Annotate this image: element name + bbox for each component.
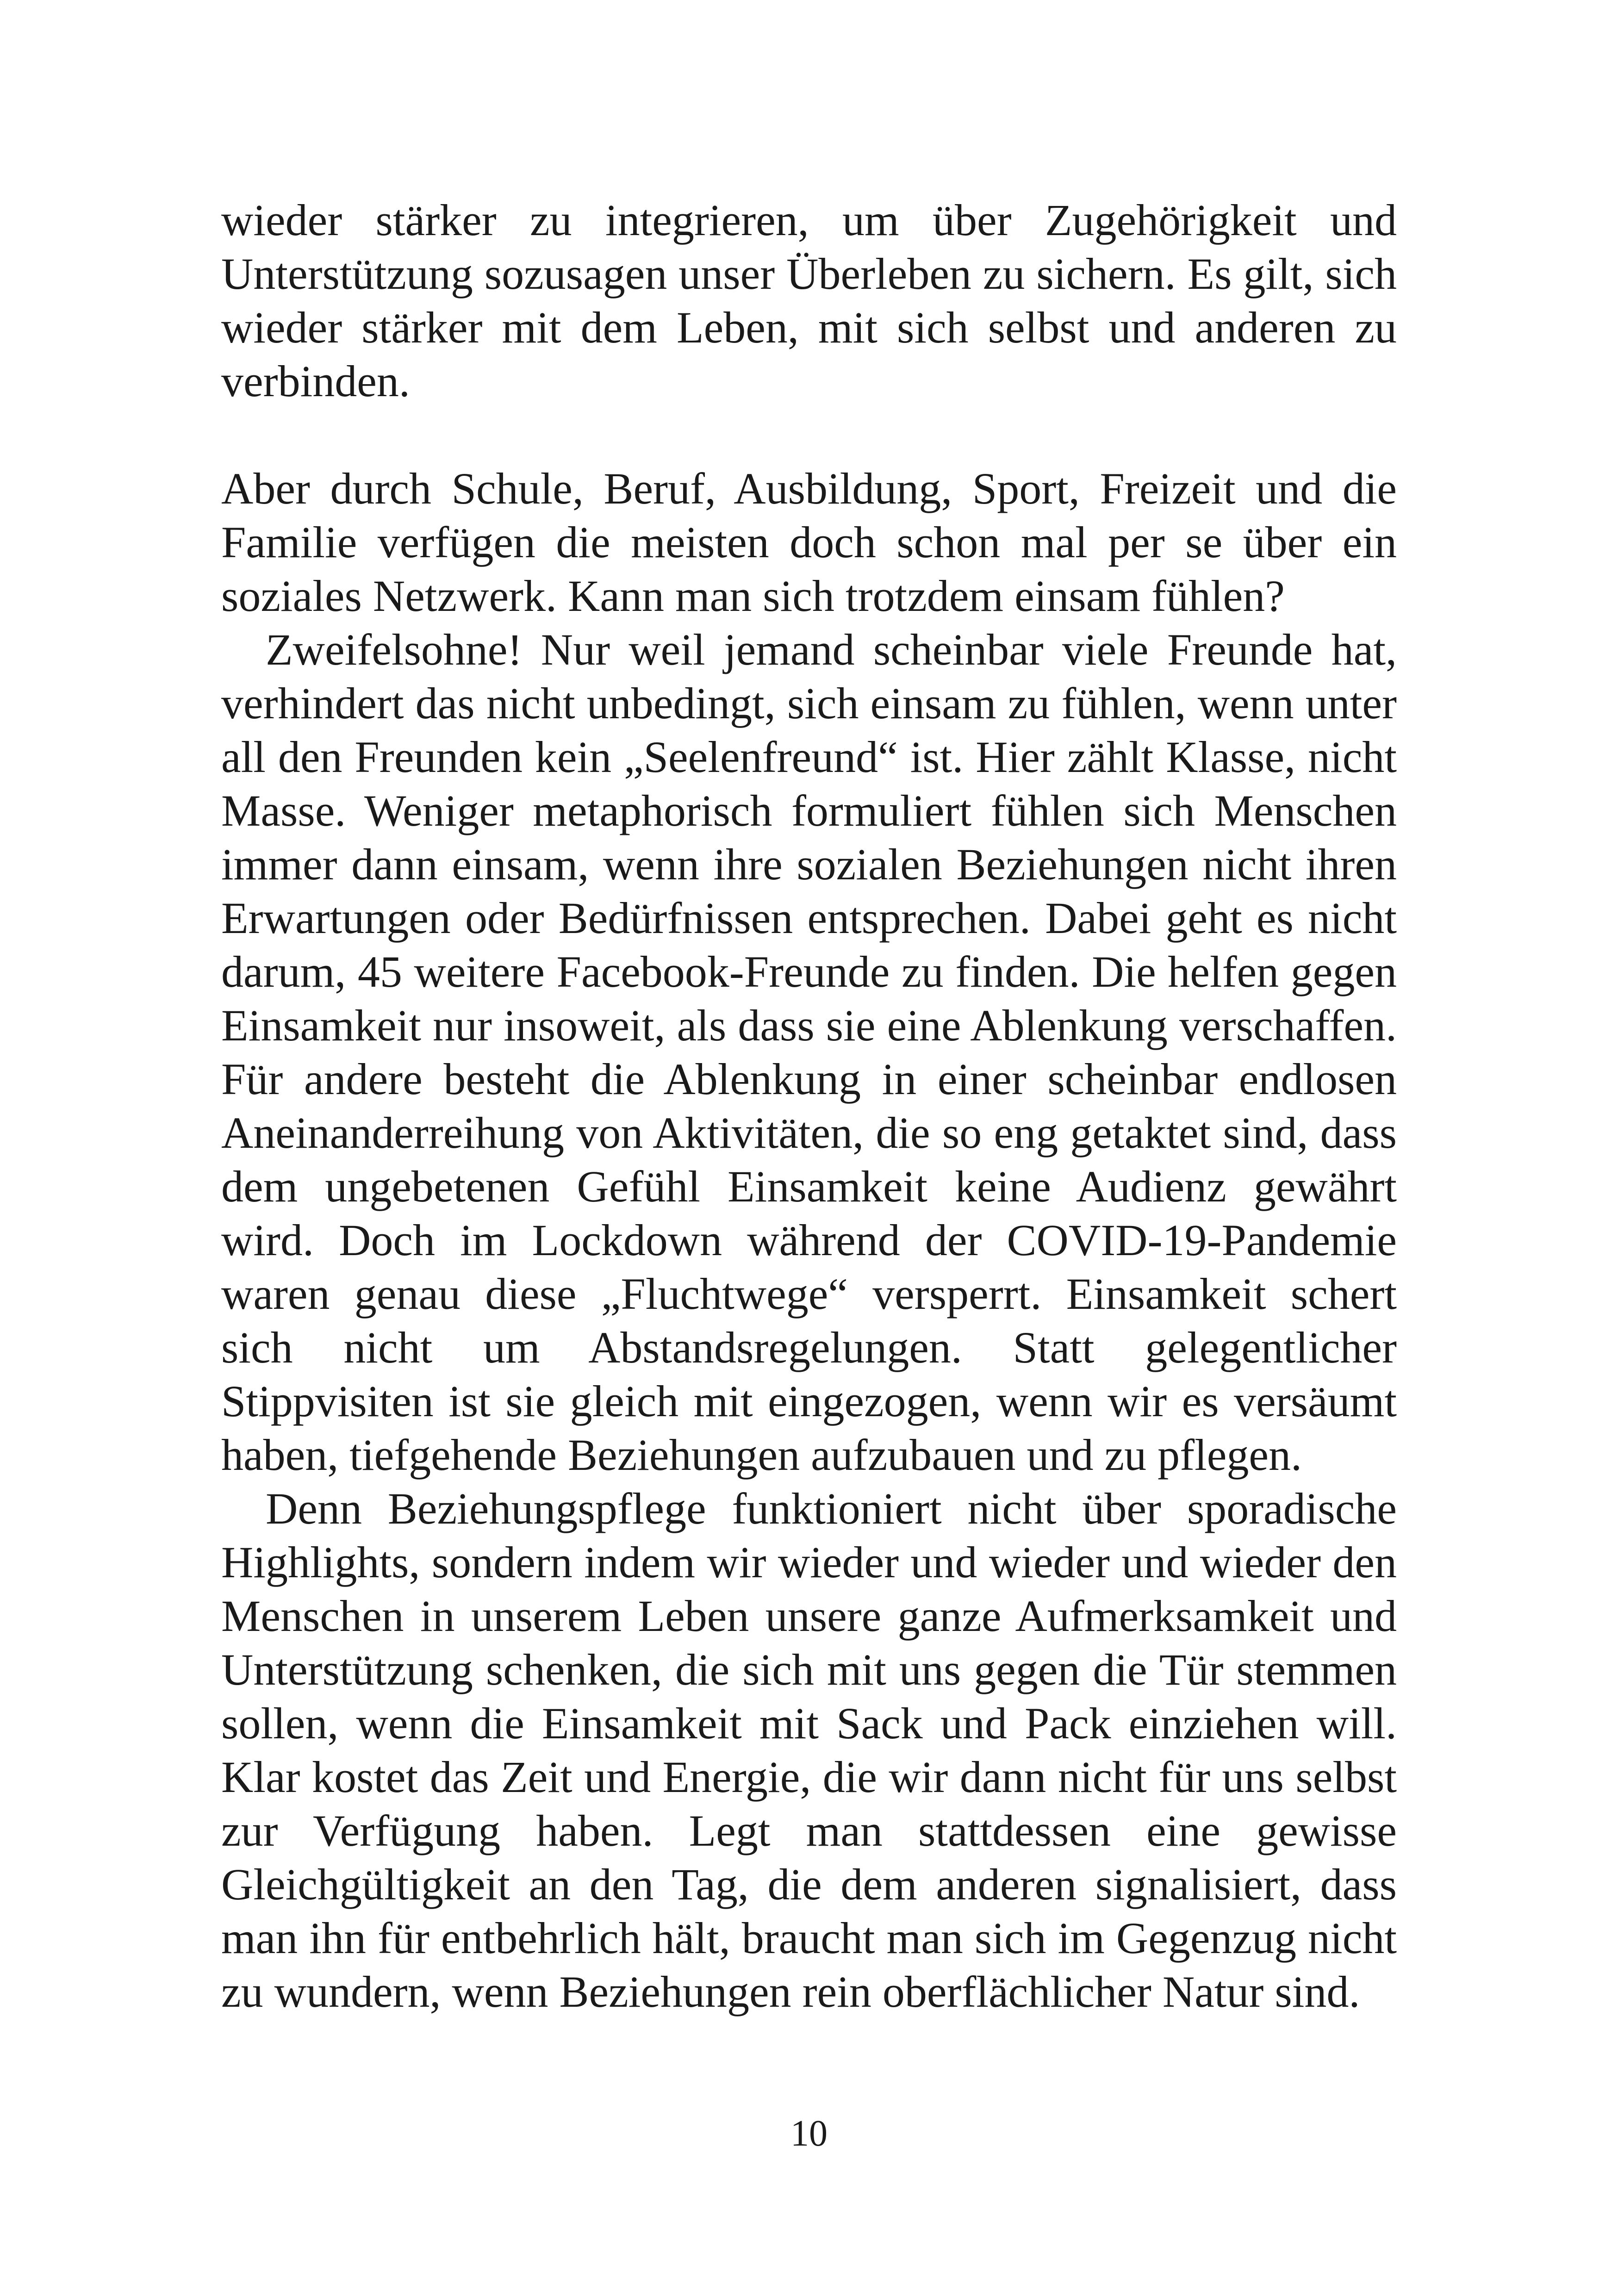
paragraph: Zweifelsohne! Nur weil jemand scheinbar viele Freunde hat, verhindert das nicht unbedingt, sich einsam zu fühlen, wenn unter all den Freunden kein „Seelenfreund“ ist. Hier zählt Klasse, nicht Masse. Weniger metaphorisch formuliert fühlen sich Menschen immer dann einsam, wenn ihre sozialen Beziehungen nicht ihren Erwartungen oder Bedürfnissen entsprechen. Dabei geht es nicht darum, 45 weitere Facebook-Freunde zu finden. Die helfen gegen Einsamkeit nur insoweit, als dass sie eine Ablenkung verschaffen. Für andere besteht die Ablenkung in einer scheinbar endlosen Aneinanderreihung von Aktivitäten, die so eng getaktet sind, dass dem ungebetenen Gefühl Einsamkeit keine Audienz gewährt wird. Doch im Lockdown während der COVID-19-Pandemie waren genau diese „Fluchtwege“ versperrt. Einsamkeit schert sich nicht um Abstandsregelungen. Statt gelegentlicher Stippvisiten ist sie gleich mit eingezogen, wenn wir es versäumt haben, tiefgehende Beziehungen aufzubauen und zu pflegen.	[221, 625, 1397, 1480]
paragraph: Aber durch Schule, Beruf, Ausbildung, Sport, Freizeit und die Familie verfügen die meisten doch schon mal per se über ein soziales Netzwerk. Kann man sich trotzdem einsam fühlen?	[221, 464, 1397, 621]
page-number: 10	[790, 2113, 828, 2154]
paragraph: Denn Beziehungspflege funktioniert nicht über sporadische Highlights, sondern indem wir wieder und wieder und wieder den Menschen in unserem Leben unsere ganze Aufmerksamkeit und Unterstützung schenken, die sich mit uns gegen die Tür stemmen sollen, wenn die Einsamkeit mit Sack und Pack einziehen will. Klar kostet das Zeit und Energie, die wir dann nicht für uns selbst zur Verfügung haben. Legt man stattdessen eine gewisse Gleichgültigkeit an den Tag, die dem anderen signalisiert, dass man ihn für entbehrlich hält, braucht man sich im Gegenzug nicht zu wundern, wenn Beziehungen rein oberflächlicher Natur sind.	[221, 1484, 1397, 2016]
paragraph-continued: wieder stärker zu integrieren, um über Zugehörigkeit und Unterstützung sozusagen unser Überleben zu sichern. Es gilt, sich wieder stärker mit dem Leben, mit sich selbst und anderen zu verbinden.	[221, 195, 1397, 406]
body-text	[221, 193, 1397, 2019]
